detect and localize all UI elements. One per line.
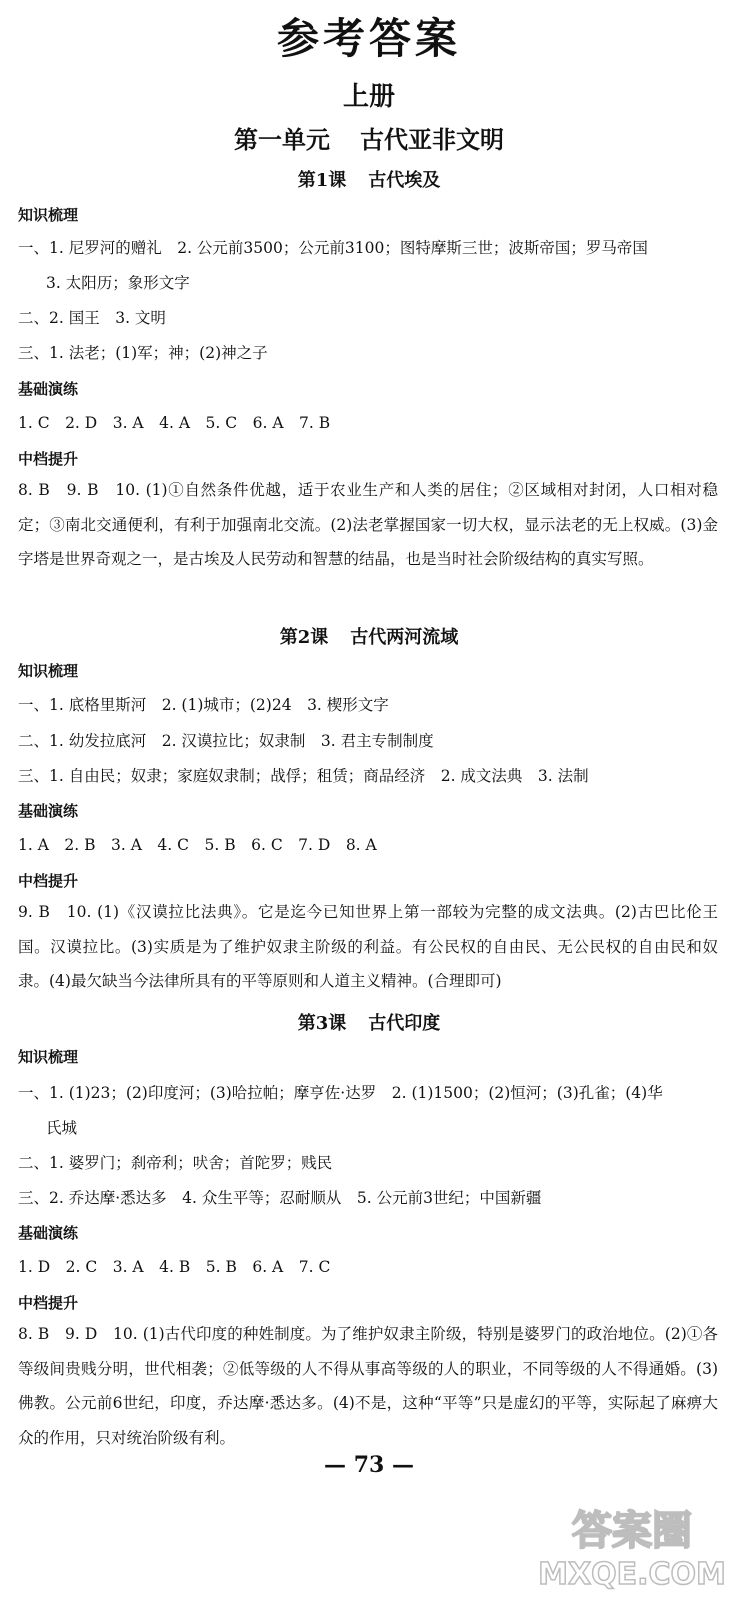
- unit-name: 古代亚非文明: [360, 126, 504, 154]
- answer-line: 二、1. 幼发拉底河 2. 汉谟拉比；奴隶制 3. 君主专制制度: [18, 732, 434, 750]
- unit-heading: [0, 120, 738, 155]
- section-heading: 中档提升: [18, 872, 79, 890]
- lesson-label: 第2课: [279, 627, 329, 648]
- watermark-logo: [532, 1496, 732, 1596]
- answer-line: 一、1. 尼罗河的赠礼 2. 公元前3500；公元前3100；图特摩斯三世；波斯帝国；罗马帝国: [18, 239, 648, 257]
- answer-line: 三、1. 法老；(1)军；神；(2)神之子: [18, 344, 268, 362]
- lesson-2-heading: [0, 623, 738, 649]
- lesson-name: 古代埃及: [368, 170, 441, 191]
- watermark-line2: MXQE.COM: [538, 1557, 726, 1592]
- section-heading: 知识梳理: [18, 1048, 79, 1066]
- answer-paragraph: 8. B 9. B 10. (1)①自然条件优越，适于农业生产和人类的居住；②区域相对封闭，人口相对稳定；③南北交通便利，有利于加强南北交流。(2)法老掌握国家一切大权，显示法老的无上权威。(3)金字塔是世界奇观之一，是古埃及人民劳动和智慧的结晶，也是当时社会阶级结构的真实写照。: [18, 481, 718, 568]
- answer-line: 三、2. 乔达摩·悉达多 4. 众生平等；忍耐顺从 5. 公元前3世纪；中国新疆: [18, 1189, 542, 1207]
- lesson-name: 古代印度: [368, 1013, 441, 1034]
- answer-line: 二、2. 国王 3. 文明: [18, 309, 166, 327]
- answer-line: 氏城: [46, 1119, 78, 1137]
- answer-paragraph: 9. B 10. (1)《汉谟拉比法典》。它是迄今已知世界上第一部较为完整的成文法典。(2)古巴比伦王国。汉谟拉比。(3)实质是为了维护奴隶主阶级的利益。有公民权的自由民、无公民权的自由民和奴隶。(4)最欠缺当今法律所具有的平等原则和人道主义精神。(合理即可): [18, 903, 718, 990]
- lesson-name: 古代两河流域: [350, 627, 459, 648]
- page-number: — 73 —: [324, 1452, 414, 1478]
- answer-paragraph: 8. B 9. D 10. (1)古代印度的种姓制度。为了维护奴隶主阶级，特别是婆罗门的政治地位。(2)①各等级间贵贱分明，世代相袭；②低等级的人不得从事高等级的人的职业，不同等级的人不得通婚。(3)佛教。公元前6世纪，印度，乔达摩·悉达多。(4)不是，这种“平等”只是虚幻的平等，实际起了麻痹大众的作用，只对统治阶级有利。: [18, 1325, 718, 1447]
- answer-line: 一、1. (1)23；(2)印度河；(3)哈拉帕；摩亨佐·达罗 2. (1)1500；(2)恒河；(3)孔雀；(4)华: [18, 1084, 663, 1102]
- page-title: 参考答案: [276, 14, 461, 63]
- volume-heading: 上册: [342, 82, 395, 112]
- section-heading: 基础演练: [18, 1224, 79, 1242]
- lesson-1-heading: [0, 166, 738, 192]
- section-heading: 基础演练: [18, 380, 79, 398]
- lesson-label: 第3课: [297, 1013, 347, 1034]
- section-heading: 中档提升: [18, 450, 79, 468]
- answer-line: 1. D 2. C 3. A 4. B 5. B 6. A 7. C: [18, 1258, 331, 1276]
- section-heading: 知识梳理: [18, 662, 79, 680]
- lesson-label: 第1课: [297, 170, 347, 191]
- section-heading: 知识梳理: [18, 206, 79, 224]
- answer-line: 二、1. 婆罗门；刹帝利；吠舍；首陀罗；贱民: [18, 1154, 333, 1172]
- answer-line: 三、1. 自由民；奴隶；家庭奴隶制；战俘；租赁；商品经济 2. 成文法典 3. 法制: [18, 767, 589, 785]
- answer-line: 1. A 2. B 3. A 4. C 5. B 6. C 7. D 8. A: [18, 836, 377, 854]
- section-heading: 中档提升: [18, 1294, 79, 1312]
- lesson-3-heading: [0, 1009, 738, 1035]
- section-heading: 基础演练: [18, 802, 79, 820]
- watermark-line1: 答案圈: [572, 1508, 692, 1554]
- answer-line: 一、1. 底格里斯河 2. (1)城市；(2)24 3. 楔形文字: [18, 696, 389, 714]
- unit-label: 第一单元: [234, 126, 330, 154]
- answer-line: 3. 太阳历；象形文字: [46, 274, 190, 292]
- answer-line: 1. C 2. D 3. A 4. A 5. C 6. A 7. B: [18, 414, 331, 432]
